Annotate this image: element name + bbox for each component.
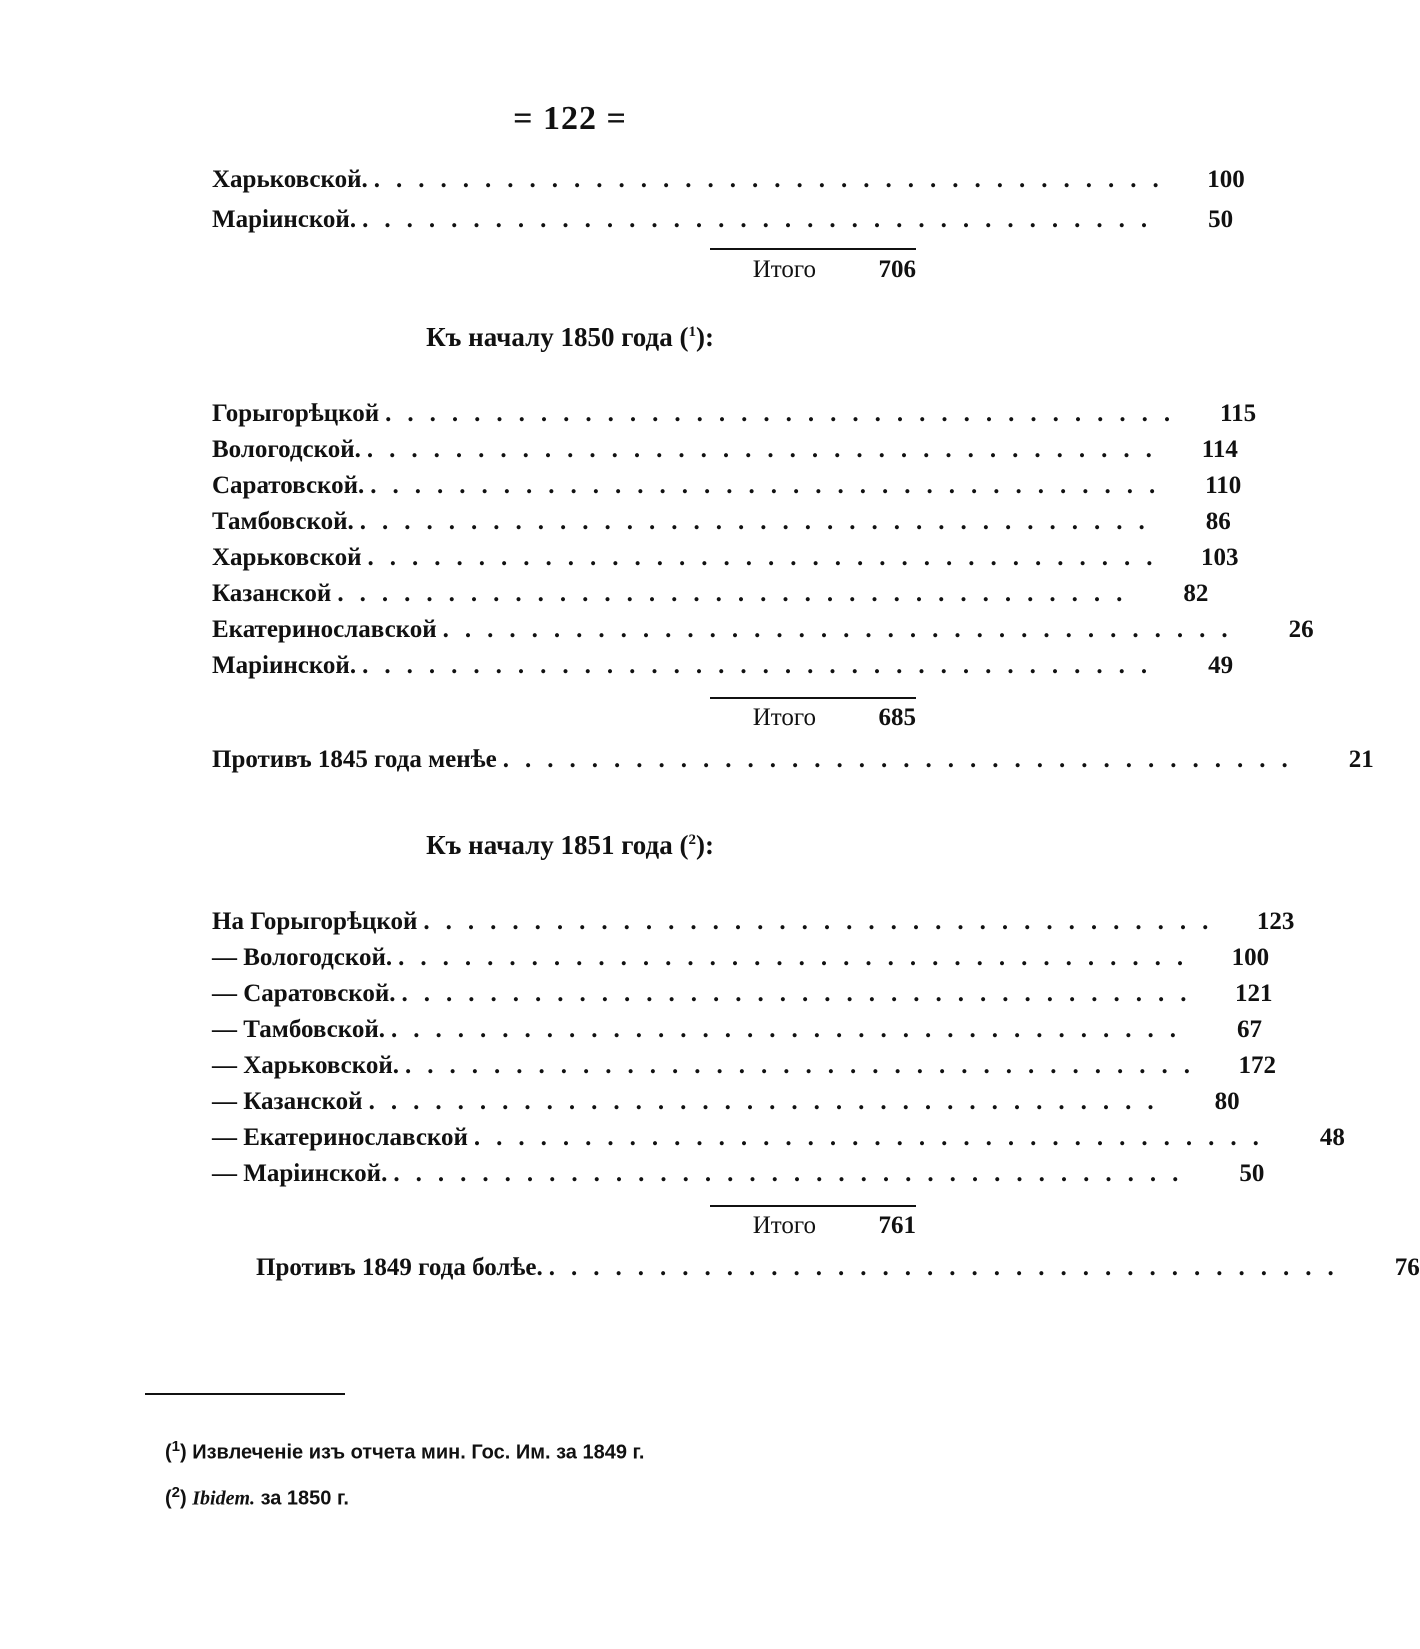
row-value: 67 [1237, 1016, 1263, 1043]
table-row [212, 1016, 1263, 1052]
row-label: — Вологодской. [212, 944, 393, 971]
row-value: 49 [1208, 652, 1234, 679]
leader-dots: .................................... [362, 652, 1164, 679]
table-row [212, 616, 1314, 652]
footnote-marker: 2 [688, 832, 696, 848]
row-value: 48 [1319, 1124, 1345, 1151]
leader-dots: .................................... [393, 1160, 1195, 1187]
row-label: — Тамбовской. [212, 1016, 386, 1043]
row-label: — Харьковской. [212, 1052, 400, 1079]
table-row [212, 980, 1273, 1016]
row-value: 100 [1207, 166, 1245, 193]
leader-dots: .................................... [362, 206, 1164, 233]
total-row [700, 704, 916, 740]
row-label: Саратовской. [212, 472, 365, 499]
leader-dots: .................................... [405, 1052, 1207, 1079]
total-row [700, 1212, 916, 1248]
compare-row [212, 746, 1374, 782]
table-row [212, 1088, 1240, 1124]
row-value: 100 [1231, 944, 1270, 971]
table-row [212, 206, 1234, 242]
leader-dots: .................................... [442, 616, 1244, 643]
table-row [212, 908, 1295, 944]
table-row [212, 580, 1209, 616]
leader-dots: .................................... [423, 908, 1225, 935]
total-value: 706 [878, 256, 916, 283]
footnote: ($^1$) Извлеченіе изъ отчета мин. Гос. Им. за 1849 г. [165, 1438, 645, 1464]
row-label: Тамбовской. [212, 508, 354, 535]
total-value: 685 [878, 704, 916, 731]
row-label: Маріинской. [212, 206, 357, 233]
footnote-marker: 1 [171, 1438, 181, 1455]
leader-dots: .................................... [502, 746, 1304, 773]
row-value: 114 [1201, 436, 1238, 463]
table-row [212, 544, 1239, 580]
row-label: Противъ 1849 года болѣе. [256, 1254, 543, 1281]
leader-dots: .................................... [373, 166, 1175, 193]
row-label: Казанской [212, 580, 332, 607]
total-label: Итого [752, 1212, 816, 1239]
table-row [212, 1124, 1345, 1160]
leader-dots: .................................... [473, 1124, 1275, 1151]
row-value: 80 [1214, 1088, 1240, 1115]
row-label: Маріинской. [212, 652, 357, 679]
table-row [212, 1052, 1277, 1088]
section-heading: Къ началу 1850 года ($^1$): [426, 322, 714, 352]
footnote-divider [145, 1393, 345, 1395]
row-label: — Маріинской. [212, 1160, 388, 1187]
row-value: 50 [1208, 206, 1234, 233]
compare-row [256, 1254, 1420, 1290]
table-row [212, 472, 1242, 508]
total-value: 761 [878, 1212, 916, 1239]
table-row [212, 400, 1257, 436]
leader-dots: .................................... [385, 400, 1187, 427]
footnote-text: Извлеченіе изъ отчета мин. Гос. Им. за 1849 г. [192, 1441, 645, 1464]
row-label: Екатеринославской [212, 616, 437, 643]
leader-dots: .................................... [548, 1254, 1350, 1281]
row-label: — Екатеринославской [212, 1124, 468, 1151]
row-value: 50 [1239, 1160, 1265, 1187]
sum-rule [710, 697, 916, 699]
row-label: Горыгорѣцкой [212, 400, 380, 427]
table-row [212, 508, 1231, 544]
row-value: 103 [1201, 544, 1239, 571]
row-value: 110 [1205, 472, 1242, 499]
footnote-italic: Ibidem. [192, 1487, 256, 1510]
page-number: = 122 = [513, 100, 627, 137]
table-row [212, 436, 1238, 472]
row-label: — Казанской [212, 1088, 363, 1115]
leader-dots: .................................... [401, 980, 1203, 1007]
footnote: ($^2$) Ibidem. за 1850 г. [165, 1484, 349, 1510]
row-value: 76 [1394, 1254, 1420, 1281]
table-row [212, 652, 1234, 688]
row-label: — Саратовской. [212, 980, 396, 1007]
row-value: 172 [1238, 1052, 1277, 1079]
row-value: 123 [1256, 908, 1295, 935]
leader-dots: .................................... [359, 508, 1161, 535]
row-value: 82 [1183, 580, 1209, 607]
row-label: Противъ 1845 года менѣе [212, 746, 497, 773]
row-label: На Горыгорѣцкой [212, 908, 418, 935]
total-label: Итого [752, 704, 816, 731]
row-value: 86 [1205, 508, 1231, 535]
row-label: Харьковской. [212, 166, 368, 193]
total-row [700, 256, 916, 292]
row-value: 21 [1348, 746, 1374, 773]
sum-rule [710, 248, 916, 250]
leader-dots: .................................... [366, 436, 1168, 463]
leader-dots: .................................... [391, 1016, 1193, 1043]
row-value: 115 [1220, 400, 1257, 427]
row-label: Харьковской [212, 544, 362, 571]
section-heading: Къ началу 1851 года ($^2$): [426, 830, 714, 860]
row-value: 121 [1235, 980, 1273, 1007]
sum-rule [710, 1205, 916, 1207]
table-row [212, 1160, 1265, 1196]
leader-dots: .................................... [368, 1088, 1170, 1115]
footnote-marker: 2 [171, 1484, 181, 1501]
row-label: Вологодской. [212, 436, 361, 463]
leader-dots: .................................... [337, 580, 1139, 607]
footnote-text: за 1850 г. [260, 1487, 349, 1510]
leader-dots: .................................... [398, 944, 1200, 971]
row-value: 26 [1288, 616, 1314, 643]
footnote-marker: 1 [688, 324, 696, 340]
leader-dots: .................................... [367, 544, 1169, 571]
leader-dots: .................................... [370, 472, 1172, 499]
total-label: Итого [752, 256, 816, 283]
table-row [212, 166, 1245, 202]
table-row [212, 944, 1270, 980]
